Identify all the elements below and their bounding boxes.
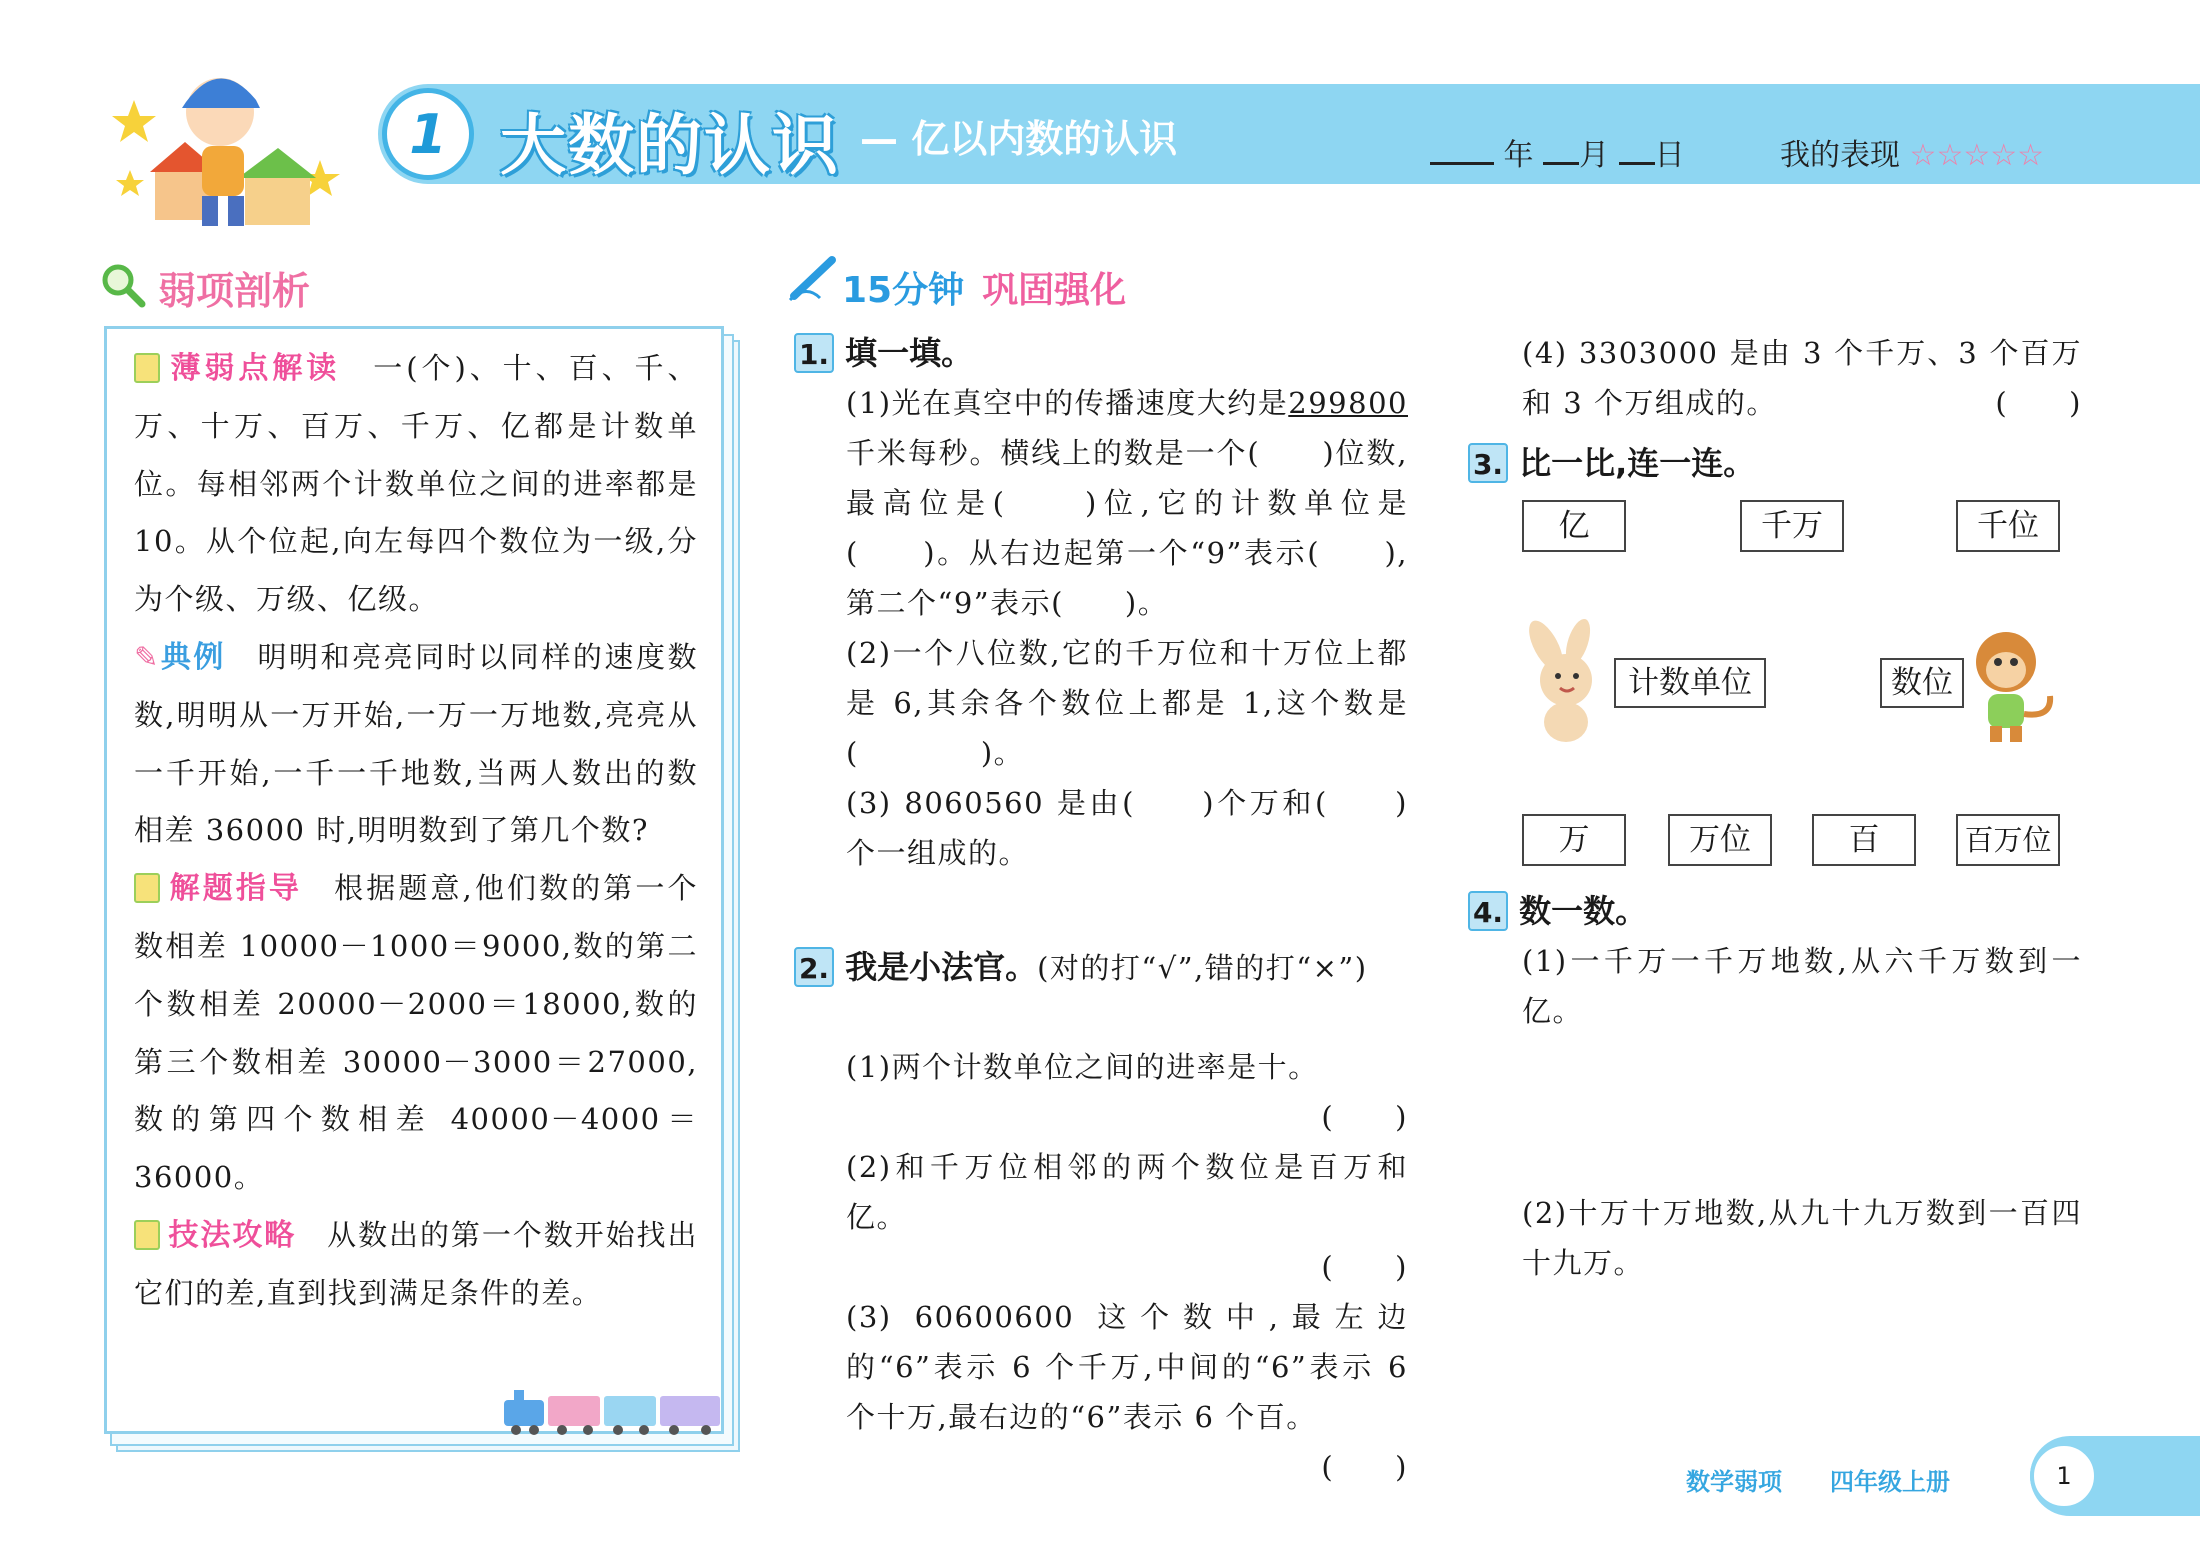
star-rating-icon[interactable]: ☆☆☆☆☆	[1909, 138, 2045, 173]
q2-part1-text: (1)两个计数单位之间的进率是十。	[846, 1050, 1319, 1084]
question-4-heading	[1468, 886, 1647, 932]
question-number: 3.	[1468, 443, 1508, 483]
question-title: 比一比,连一连。	[1519, 444, 1756, 482]
answer-paren[interactable]: ( )	[1321, 1450, 1408, 1484]
q4-part1-answer-area[interactable]	[1522, 1040, 2082, 1180]
match-label-counting-unit[interactable]: 计数单位	[1614, 658, 1766, 708]
weak-point-tag: 薄弱点解读	[168, 351, 341, 386]
example-text: 明明和亮亮同时以同样的速度数数,明明从一万开始,一万一万地数,亮亮从一千开始,一千一千地数,当两人数出的数相差 36000 时,明明数到了第几个数?	[134, 639, 698, 848]
performance-label: 我的表现	[1780, 138, 1900, 173]
match-box-bottom-4[interactable]: 百万位	[1956, 814, 2060, 866]
match-label-digit-place[interactable]: 数位	[1880, 658, 1964, 708]
example-tag: 典例	[159, 639, 226, 675]
guide-text: 根据题意,他们数的第一个数相差 10000－1000＝9000,数的第二个数相差 20000－2000＝18000,数的第三个数相差 30000－3000＝27000,数的第四个数相差 40000－4000＝36000。	[134, 871, 699, 1195]
weak-point-text: 一(个)、十、百、千、万、十万、百万、千万、亿都是计数单位。每相邻两个计数单位之间的进率都是10。从个位起,向左每四个数位为一级,分为个级、万级、亿级。	[134, 351, 698, 617]
question-title: 填一填。	[845, 334, 974, 372]
rabbit-illustration	[1520, 618, 1612, 744]
question-2-body	[846, 1042, 1408, 1492]
q4-part2-text: (2)十万十万地数,从九十九万数到一百四十九万。	[1522, 1196, 2082, 1280]
match-box-top-2[interactable]: 千万	[1740, 500, 1844, 552]
question-1-heading	[794, 328, 973, 374]
question-title: 我是小法官。	[845, 948, 1038, 986]
question-2-heading	[794, 942, 1414, 993]
question-3-heading	[1468, 438, 1755, 484]
question-number: 1.	[794, 333, 834, 373]
year-label: 年	[1503, 138, 1534, 173]
tip-text: 从数出的第一个数开始找出它们的差,直到找到满足条件的差。	[134, 1217, 698, 1310]
practice-header	[842, 262, 1126, 313]
day-blank[interactable]	[1619, 140, 1655, 165]
page-number: 1	[2030, 1442, 2098, 1510]
book-icon	[134, 873, 160, 903]
question-number: 2.	[794, 947, 834, 987]
q1-part1-text-cont: 千米每秒。横线上的数是一个( )位数,最高位是( )位,它的计数单位是( )。从右边起第一个“9”表示( ),第二个“9”表示( )。	[846, 436, 1408, 620]
match-box-bottom-3[interactable]: 百	[1812, 814, 1916, 866]
match-box-top-3[interactable]: 千位	[1956, 500, 2060, 552]
q4-part1-text: (1)一千万一千万地数,从六千万数到一亿。	[1522, 944, 2082, 1028]
year-blank[interactable]	[1430, 140, 1494, 165]
pencil-icon: ✎	[134, 639, 160, 674]
answer-paren[interactable]: ( )	[1995, 386, 2082, 420]
question-2-part4	[1522, 328, 2082, 428]
magnifier-icon	[100, 262, 146, 308]
tip-tag: 技法攻略	[168, 1217, 297, 1253]
q2-part2-text: (2)和千万位相邻的两个数位是百万和亿。	[846, 1150, 1408, 1234]
q2-part3-text: (3) 60600600 这个数中,最左边的“6”表示 6 个千万,中间的“6”表示 6 个十万,最右边的“6”表示 6 个百。	[846, 1300, 1408, 1434]
lesson-subtitle: — 亿以内数的认识	[860, 117, 1178, 161]
match-box-bottom-1[interactable]: 万	[1522, 814, 1626, 866]
lesson-title: 大数的认识	[500, 107, 840, 184]
q1-part2-text: (2)一个八位数,它的千万位和十万位上都是 6,其余各个数位上都是 1,这个数是( )。	[846, 636, 1408, 770]
footer-book-name: 数学弱项	[1686, 1468, 1782, 1496]
lesson-number-badge: 1	[382, 88, 474, 180]
month-label: 月	[1579, 138, 1610, 173]
date-fields	[1430, 130, 1685, 174]
analysis-text	[134, 340, 698, 1323]
footer-book-info	[1686, 1462, 1950, 1497]
guide-tag: 解题指导	[168, 871, 303, 907]
book-icon	[134, 1220, 160, 1250]
answer-paren[interactable]: ( )	[1321, 1100, 1408, 1134]
question-title: 数一数。	[1519, 892, 1648, 930]
question-1-body	[846, 378, 1408, 878]
answer-paren[interactable]: ( )	[1321, 1250, 1408, 1284]
monkey-illustration	[1966, 618, 2060, 744]
q1-part3-text: (3) 8060560 是由( )个万和( )个一组成的。	[846, 786, 1408, 870]
match-box-bottom-2[interactable]: 万位	[1668, 814, 1772, 866]
practice-time: 15分钟	[842, 270, 965, 311]
month-blank[interactable]	[1543, 140, 1579, 165]
match-box-top-1[interactable]: 亿	[1522, 500, 1626, 552]
mascot-illustration	[110, 50, 350, 240]
footer-grade: 四年级上册	[1830, 1468, 1950, 1496]
train-illustration	[502, 1386, 728, 1436]
q2-part4-text: (4) 3303000 是由 3 个千万、3 个百万和 3 个万组成的。	[1522, 336, 2082, 420]
q1-part1-text: (1)光在真空中的传播速度大约是	[846, 386, 1289, 420]
practice-label: 巩固强化	[982, 270, 1127, 311]
question-note: (对的打“√”,错的打“×”)	[1037, 951, 1368, 985]
q4-part2-answer-area[interactable]	[1522, 1292, 2082, 1412]
section-title-weakness: 弱项剖析	[158, 269, 311, 313]
pen-icon	[786, 254, 842, 304]
day-label: 日	[1654, 138, 1685, 173]
performance-rating	[1780, 130, 2044, 174]
question-number: 4.	[1468, 891, 1508, 931]
book-icon	[134, 353, 160, 383]
underlined-number: 299800	[1288, 386, 1408, 420]
